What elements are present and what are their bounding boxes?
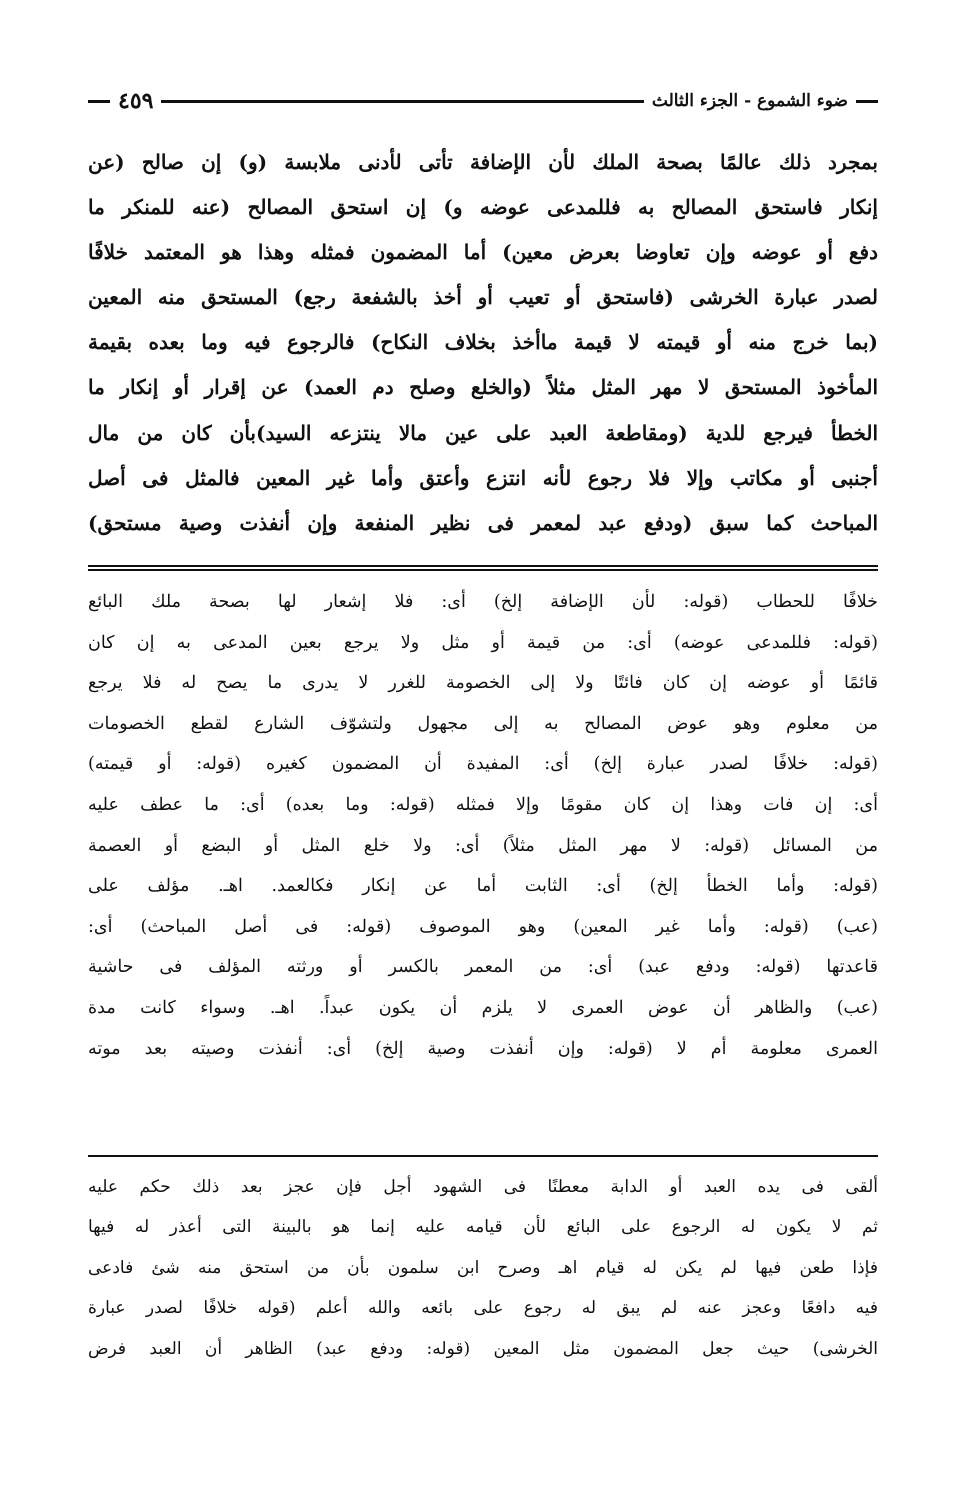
commentary-line: أى: إن فات وهذا إن كان مقومًا وإلا فمثله (قوله: وما بعده) أى: ما عطف عليه <box>88 794 878 815</box>
footnote-line: ثم لا يكون له الرجوع على البائع لأن قيامه عليه إنما هو بالبينة التى أعذر له فيها <box>88 1217 878 1238</box>
header-dash-left <box>88 100 110 103</box>
footnote-line: ألقى فى يده العبد أو الدابة معطنًا فى الشهود أجل فإن عجز بعد ذلك حكم عليه <box>88 1177 878 1197</box>
single-separator <box>88 1155 878 1157</box>
header-dash-right <box>856 100 878 103</box>
page-number: ٤٥٩ <box>118 88 154 114</box>
footnote-line: الخرشى) حيث جعل المضمون مثل المعين (قوله: ودفع عبد) الظاهر أن العبد فرض <box>88 1338 878 1359</box>
commentary-line: (قوله: خلافًا لصدر عبارة إلخ) أى: المفيدة أن المضمون كغيره (قوله: أو قيمته) <box>88 754 878 775</box>
main-line: بمجرد ذلك عالمًا بصحة الملك لأن الإضافة تأتى لأدنى ملابسة (و) إن صالح (عن <box>88 150 878 174</box>
main-line: إنكار فاستحق المصالح به فللمدعى عوضه و) إن استحق المصالح (عنه للمنكر ما <box>88 195 878 220</box>
commentary-line: من المسائل (قوله: لا مهر المثل مثلاً) أى: ولا خلع المثل أو البضع أو العصمة <box>88 835 878 856</box>
commentary-line: العمرى معلومة أم لا (قوله: وإن أنفذت وصية إلخ) أى: أنفذت وصيته بعد موته <box>88 1038 878 1059</box>
commentary-text <box>88 582 878 1069</box>
footnote-text <box>88 1167 878 1369</box>
commentary-line: خلافًا للحطاب (قوله: لأن الإضافة إلخ) أى: فلا إشعار لها بصحة ملك البائع <box>88 592 878 612</box>
commentary-line: (عب) والظاهر أن عوض العمرى لا يلزم أن يكون عبداً. اهـ. وسواء كانت مدة <box>88 997 878 1018</box>
main-line: دفع أو عوضه وإن تعاوضا بعرض معين) أما المضمون فمثله وهذا هو المعتمد خلافًا <box>88 240 878 265</box>
main-line: المباحث كما سبق (ودفع عبد لمعمر فى نظير المنفعة وإن أنفذت وصية مستحق) <box>88 510 878 535</box>
double-separator <box>88 565 878 571</box>
commentary-line: (قوله: فللمدعى عوضه) أى: من قيمة أو مثل ولا يرجع بعين المدعى به إن كان <box>88 632 878 653</box>
commentary-line: (عب) (قوله: وأما غير المعين) وهو الموصوف (قوله: فى أصل المباحث) أى: <box>88 916 878 937</box>
running-header <box>88 84 878 118</box>
main-line: الخطأ فيرجع للدية (ومقاطعة العبد على عين مالا ينتزعه السيد)بأن كان من مال <box>88 420 878 445</box>
header-rule <box>161 100 643 103</box>
footnote-line: فإذا طعن فيها لم يكن له قيام اهـ وصرح ابن سلمون بأن من استحق منه شئ فادعى <box>88 1257 878 1278</box>
main-line: المأخوذ المستحق لا مهر المثل مثلاً (والخلع وصلح دم العمد) عن إقرار أو إنكار ما <box>88 375 878 400</box>
commentary-line: من معلوم وهو عوض المصالح به إلى مجهول ولتشوّف الشارع لقطع الخصومات <box>88 713 878 734</box>
commentary-line: (قوله: وأما الخطأ إلخ) أى: الثابت أما عن إنكار فكالعمد. اهـ. مؤلف على <box>88 876 878 897</box>
footnote-line: فيه دافعًا وعجز عنه لم يبق له رجوع على بائعه والله أعلم (قوله خلافًا لصدر عبارة <box>88 1298 878 1319</box>
commentary-line: قاعدتها (قوله: ودفع عبد) أى: من المعمر بالكسر أو ورثته المؤلف فى حاشية <box>88 957 878 978</box>
main-line: أجنبى أو مكاتب وإلا فلا رجوع لأنه انتزع وأعتق وأما غير المعين فالمثل فى أصل <box>88 465 878 490</box>
main-line: لصدر عبارة الخرشى (فاستحق أو تعيب أو أخذ بالشفعة رجع) المستحق منه المعين <box>88 285 878 310</box>
book-title: ضوء الشموع - الجزء الثالث <box>651 91 848 111</box>
commentary-line: قائمًا أو عوضه إن كان فائتًا ولا إلى الخصومة للغرر لا يدرى ما يصح له فلا يرجع <box>88 673 878 694</box>
main-line: (بما خرج منه أو قيمته لا قيمة ماأخذ بخلاف النكاح) فالرجوع فيه وما بعده بقيمة <box>88 330 878 355</box>
main-text <box>88 140 878 546</box>
